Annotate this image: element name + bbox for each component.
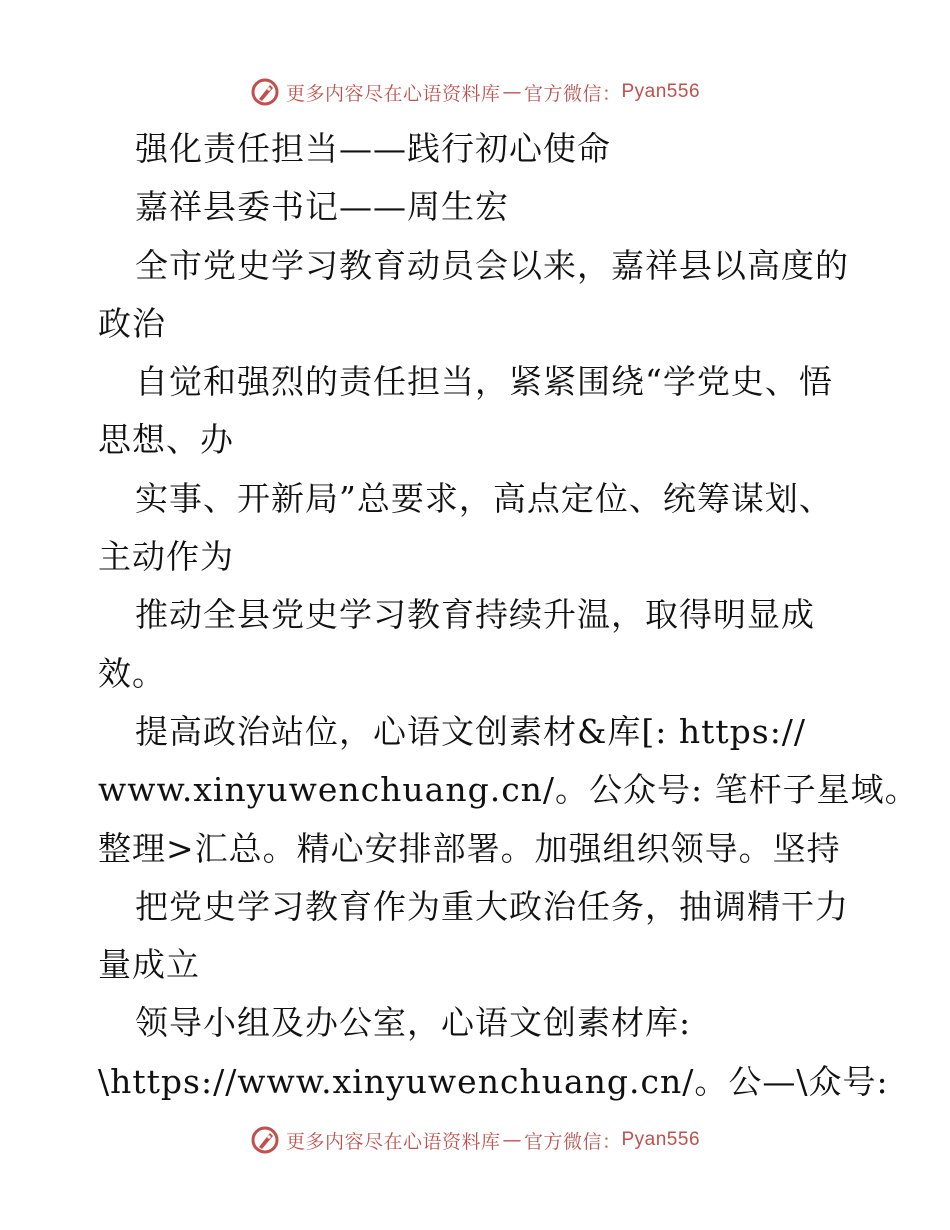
paragraph-line: 领导小组及办公室，心语文创素材库: <box>135 1003 692 1043</box>
paragraph-line: 实事、开新局”总要求，高点定位、统筹谋划、 <box>135 478 833 518</box>
banner-site-text: 更多内容尽在心语资料库 <box>285 82 501 105</box>
header-watermark-banner <box>0 72 950 112</box>
paragraph-line: 整理>汇总。精心安排部署。加强组织领导。坚持 <box>98 828 841 868</box>
paragraph-line: 主动作为 <box>98 537 234 577</box>
paragraph-line: 自觉和强烈的责任担当，紧紧围绕“学党史、悟 <box>135 362 833 402</box>
banner-wechat-label: 官方微信： <box>523 82 622 105</box>
banner-separator: — <box>502 1129 522 1151</box>
paragraph-line: 把党史学习教育作为重大政治任务，抽调精干力 <box>135 886 849 926</box>
paragraph-line: 推动全县党史学习教育持续升温，取得明显成 <box>135 595 815 635</box>
banner-account: Pyan556 <box>621 81 701 102</box>
banner-site-text: 更多内容尽在心语资料库 <box>285 1130 501 1153</box>
paragraph-line: \https://www.xinyuwenchuang.cn/。公—\众号: <box>98 1061 889 1101</box>
banner-separator: — <box>502 81 522 103</box>
document-title: 强化责任担当——践行初心使命 <box>135 129 611 168</box>
document-body <box>98 120 919 1111</box>
paragraph-line: 思想、办 <box>98 420 234 460</box>
paragraph-line: 提高政治站位，心语文创素材&库[: https:// <box>135 711 807 751</box>
banner-account: Pyan556 <box>621 1129 701 1150</box>
footer-watermark-banner <box>0 1120 950 1160</box>
paragraph-line: 全市党史学习教育动员会以来，嘉祥县以高度的 <box>135 245 849 285</box>
paragraph-line: 量成立 <box>98 945 200 985</box>
pen-nib-logo-icon <box>250 77 280 107</box>
paragraph-line: 效。 <box>98 653 166 693</box>
paragraph-line: www.xinyuwenchuang.cn/。公众号: 笔杆子星域。 <box>98 770 919 810</box>
paragraph-line: 政治 <box>98 303 166 343</box>
document-author: 嘉祥县委书记——周生宏 <box>135 187 509 227</box>
banner-wechat-label: 官方微信： <box>523 1130 622 1153</box>
pen-nib-logo-icon <box>250 1125 280 1155</box>
